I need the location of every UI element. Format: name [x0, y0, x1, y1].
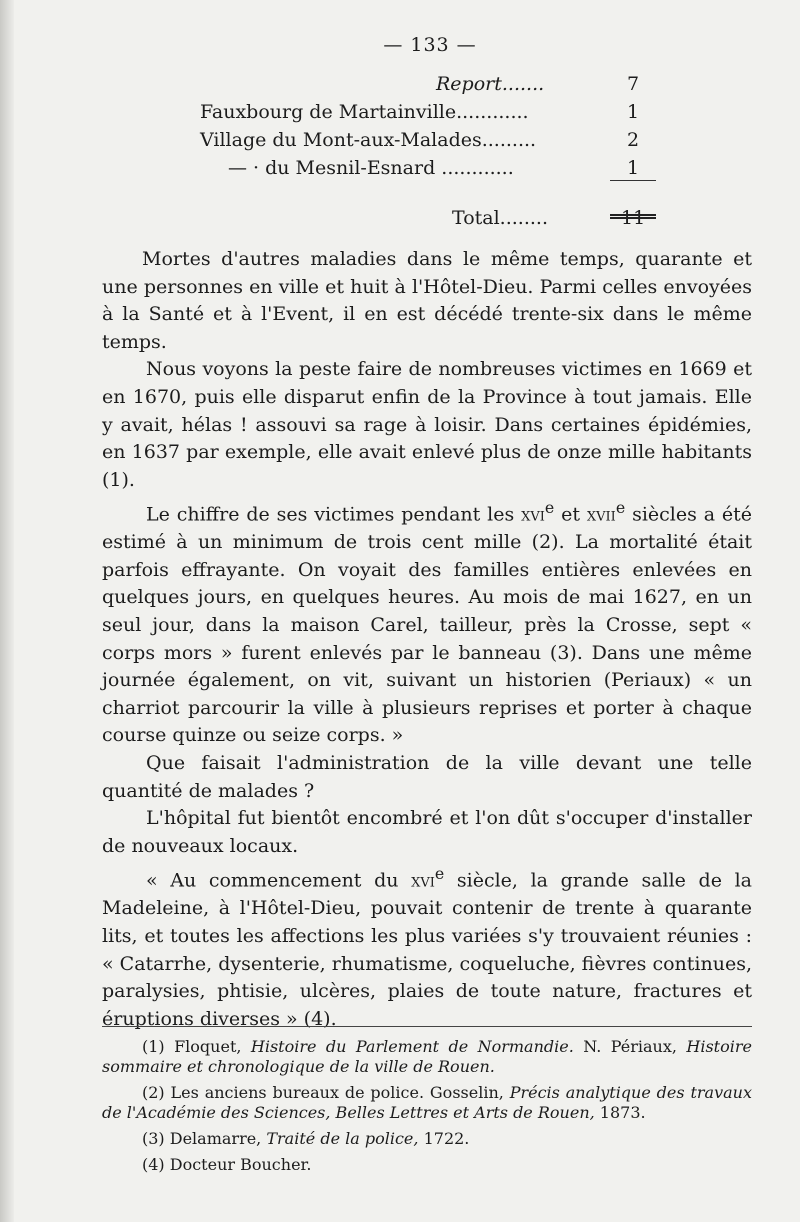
text-run: et: [561, 503, 581, 526]
tally-label: Village du Mont-aux-Malades.........: [200, 129, 537, 151]
text-run: siècle, la grande salle de la Madeleine, à l'Hôtel-Dieu, pouvait contenir de trente à quarante lits, et toutes les affections les plus variées s'y trouvaient réunies : « Catarrhe, dysenterie, rhumatisme, coqueluche, fièvres continues, paralysies, phtisie, ulcères, plaies de toute nature, fractures et éruptions diverses » (4).: [102, 869, 752, 1030]
superscript: e: [434, 864, 445, 884]
text-run: (2) Les anciens bureaux de police. Gosselin,: [142, 1083, 504, 1102]
main-text: [102, 246, 752, 1033]
tally-value: 1: [626, 157, 640, 179]
tally-row: [200, 126, 660, 154]
superscript: e: [615, 498, 626, 518]
century-numeral: xvii: [586, 503, 616, 526]
total-double-rule: [610, 214, 656, 219]
paragraph: Que faisait l'administration de la ville devant une telle quantité de malades ?: [102, 752, 752, 802]
text-run: siècles a été estimé à un minimum de trois cent mille (2). La mortalité était parfois effrayante. On voyait des familles entières enlevées en quelques jours, en quelques heures. Au mois de mai 1627, en un seul jour, dans la maison Carel, tailleur, près la Crosse, sept « corps mors » furent enlevés par le banneau (3). Dans une même journée également, on vit, suivant un historien (Periaux) « un charriot parcourir la ville à plusieurs reprises et porter à chaque course quinze ou seize corps. »: [102, 503, 753, 747]
century-numeral: xvi: [521, 503, 545, 526]
tally-total-value: 11: [621, 207, 646, 229]
footnote-4: (4) Docteur Boucher.: [142, 1155, 312, 1174]
text-run: 1722.: [423, 1129, 470, 1148]
tally-label: Fauxbourg de Martainville............: [200, 101, 529, 123]
text-run: (3) Delamarre,: [142, 1129, 262, 1148]
book-title: Précis analytique des travaux de l'Académie des Sciences, Belles Lettres et Arts de Rouen,: [102, 1083, 752, 1122]
century-numeral: xvi: [411, 869, 435, 892]
paragraph: Mortes d'autres maladies dans le même temps, quarante et une personnes en ville et huit à l'Hôtel-Dieu. Parmi celles envoyées à la Santé et à l'Event, il en est décédé trente-six dans le même temps.: [102, 248, 752, 353]
footnote-2: [102, 1083, 752, 1123]
tally-value: 2: [626, 129, 640, 151]
text-run: (1) Floquet,: [142, 1037, 242, 1056]
book-title: Histoire sommaire et chronologique de la ville de Rouen.: [102, 1037, 752, 1076]
footnote-3: [102, 1129, 752, 1149]
superscript: e: [544, 498, 555, 518]
paragraph: [102, 860, 752, 1033]
tally-row: [200, 154, 660, 182]
footnote-1: [102, 1037, 752, 1077]
paragraph: L'hôpital fut bientôt encombré et l'on dût s'occuper d'installer de nouveaux locaux.: [102, 807, 752, 857]
book-title: Traité de la police,: [266, 1129, 419, 1148]
page-edge-shadow: [0, 0, 14, 1222]
tally-value: 1: [626, 101, 640, 123]
text-run: 1873.: [599, 1103, 646, 1122]
sum-rule: [610, 180, 656, 181]
text-run: N. Périaux,: [583, 1037, 677, 1056]
paragraph: Nous voyons la peste faire de nombreuses victimes en 1669 et en 1670, puis elle disparut enfin de la Province à tout jamais. Elle y avait, hélas ! assouvi sa rage à loisir. Dans certaines épidémies, en 1637 par exemple, elle avait enlevé plus de onze mille habitants (1).: [102, 358, 752, 491]
paragraph: [102, 494, 752, 750]
footnotes: [102, 1026, 752, 1181]
tally-value: 7: [626, 73, 640, 95]
tally-total-label: Total........: [452, 207, 548, 229]
tally-row-report: [200, 70, 660, 98]
tally-label: — · du Mesnil-Esnard ............: [228, 157, 514, 179]
tally-row: [200, 98, 660, 126]
tally-label: Report.......: [436, 73, 545, 95]
page-number: — 133 —: [383, 34, 477, 56]
book-title: Histoire du Parlement de Normandie.: [250, 1037, 574, 1056]
tally-total-row: [200, 204, 660, 232]
text-run: « Au commencement du: [146, 869, 399, 892]
text-run: Le chiffre de ses victimes pendant les: [146, 503, 515, 526]
mortality-tally-table: [200, 70, 660, 232]
